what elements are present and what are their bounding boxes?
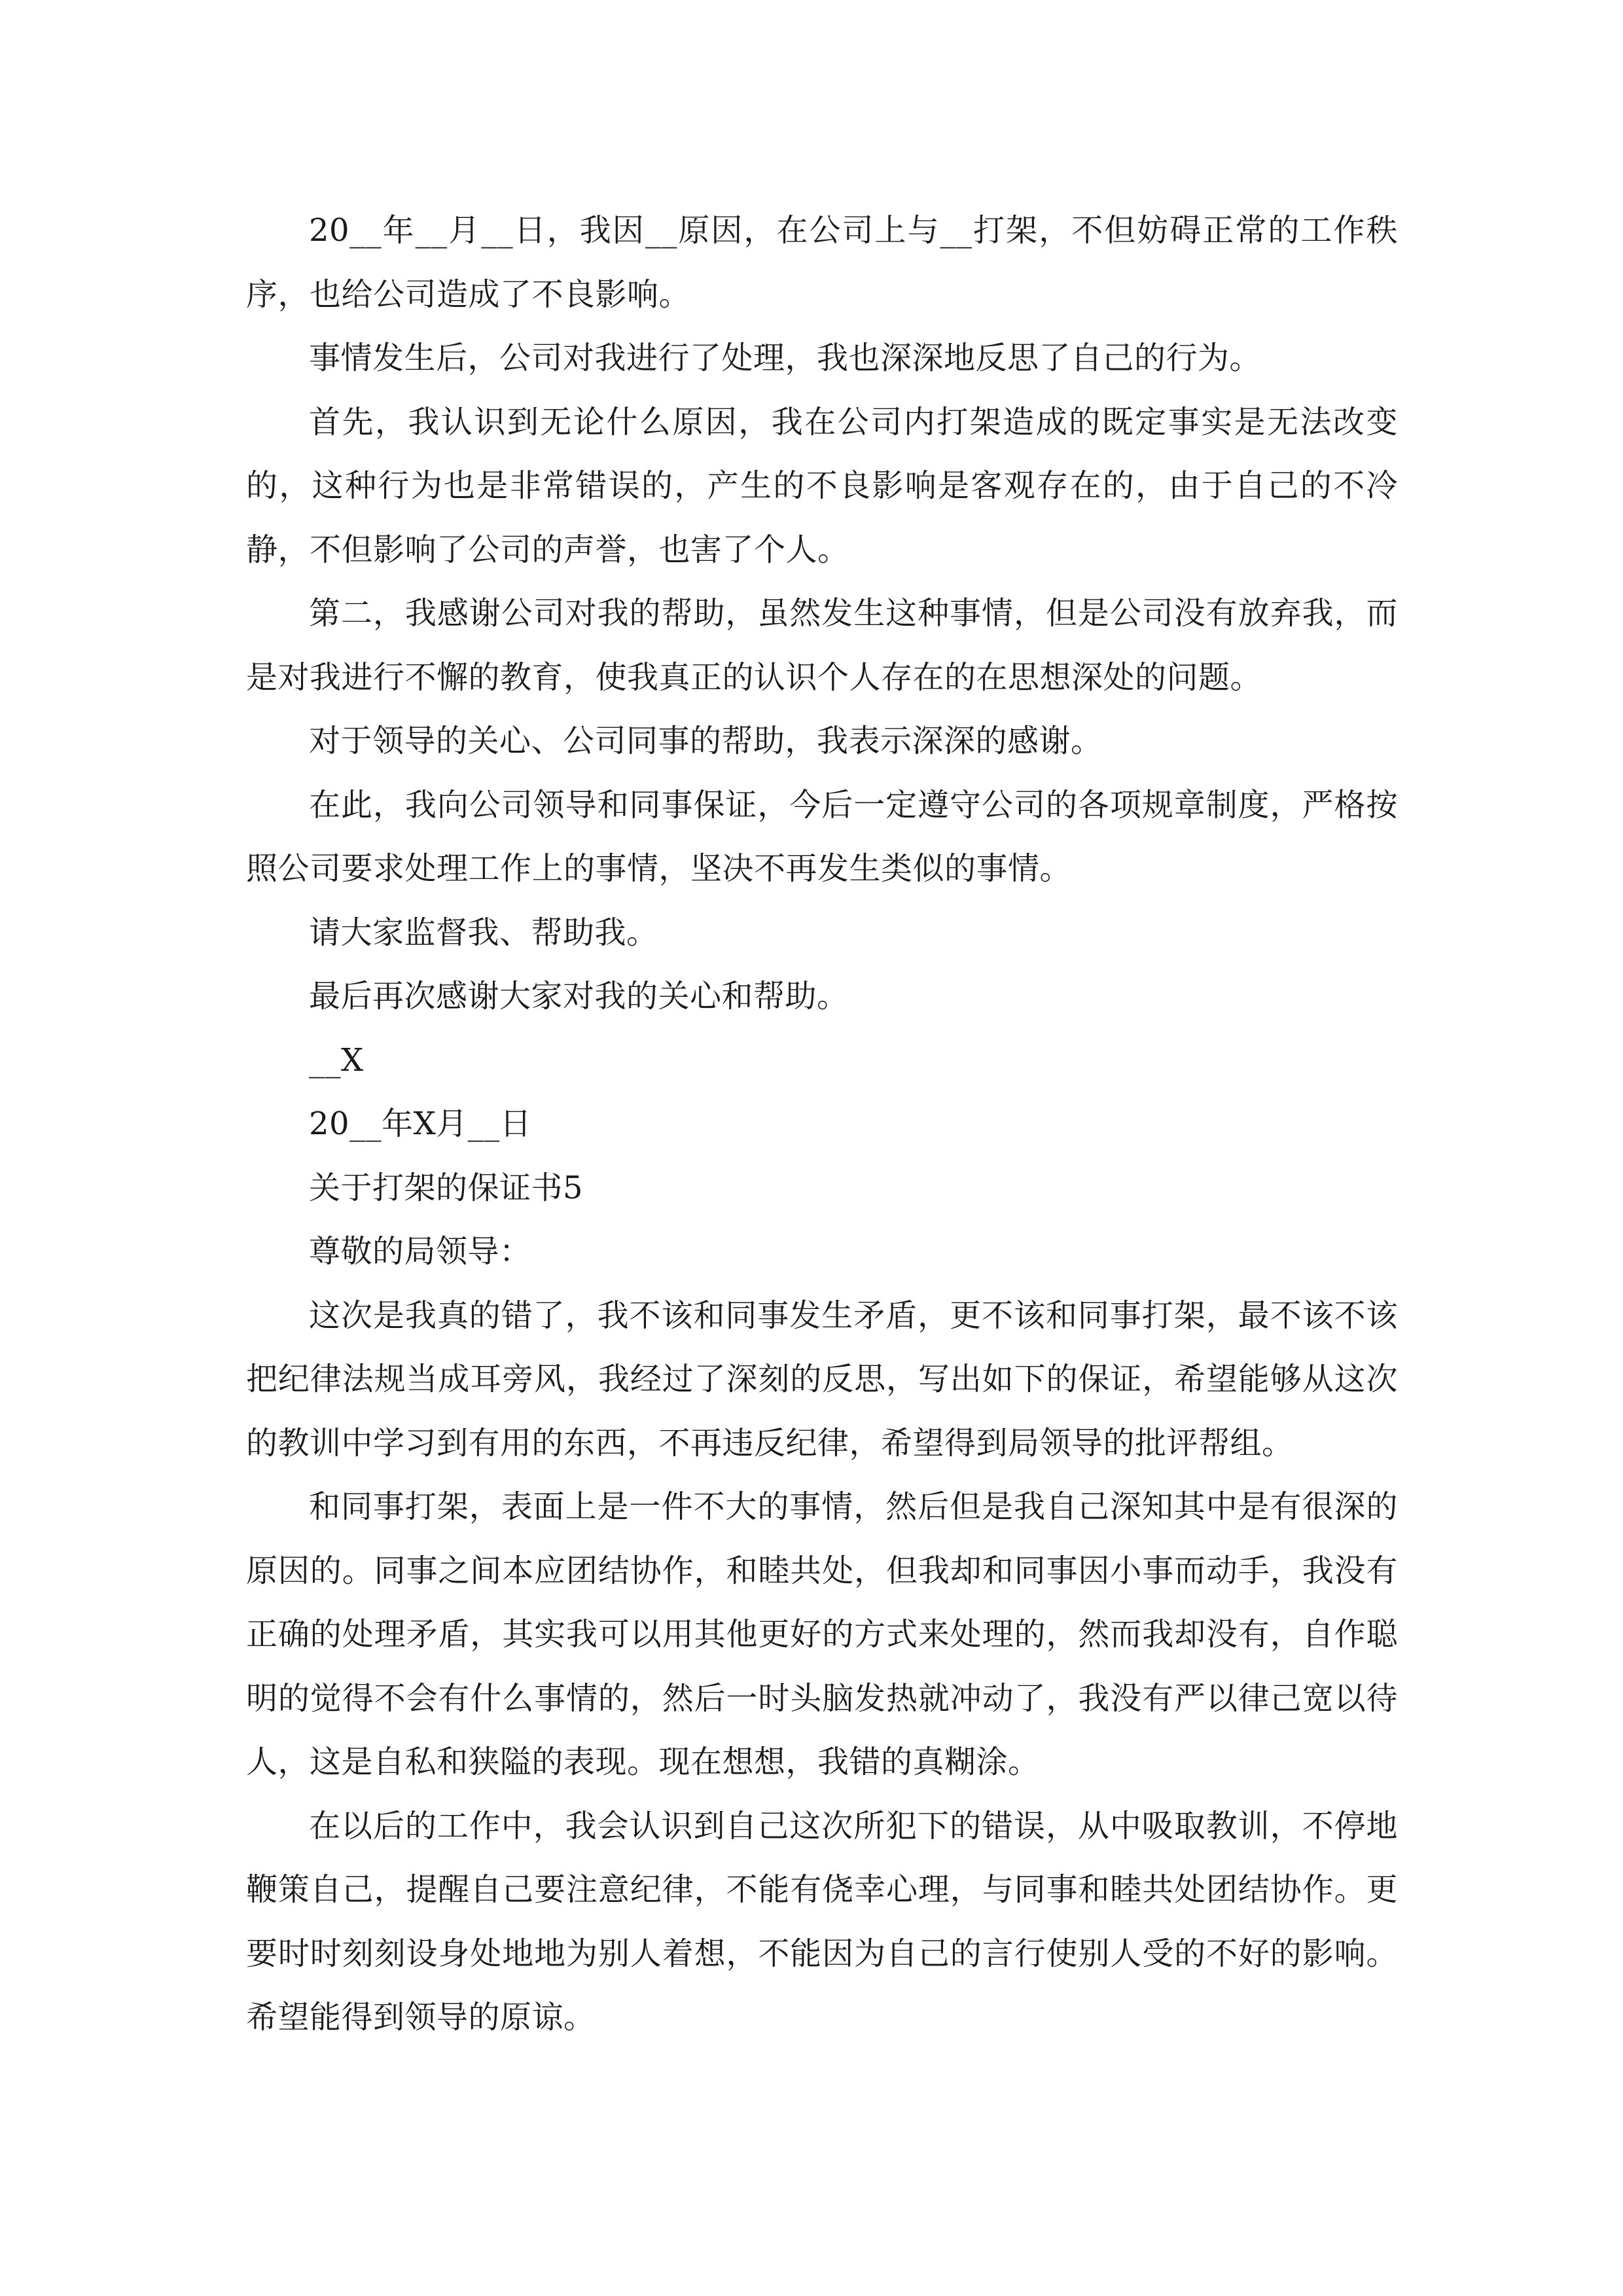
paragraph-second-point: 第二，我感谢公司对我的帮助，虽然发生这种事情，但是公司没有放弃我，而是对我进行不懈的教育，使我真正的认识个人存在的在思想深处的问题。: [246, 595, 1398, 696]
document-body: [246, 199, 1398, 2050]
paragraph-supervise: 请大家监督我、帮助我。: [309, 914, 658, 951]
paragraph-promise: 在此，我向公司领导和同事保证，今后一定遵守公司的各项规章制度，严格按照公司要求处理工作上的事情，坚决不再发生类似的事情。: [246, 786, 1398, 887]
paragraph-final-thanks: 最后再次感谢大家对我的关心和帮助。: [309, 978, 849, 1014]
paragraph-thanks: 对于领导的关心、公司同事的帮助，我表示深深的感谢。: [309, 723, 1103, 759]
paragraph-first-point: 首先，我认识到无论什么原因，我在公司内打架造成的既定事实是无法改变的，这种行为也是非常错误的，产生的不良影响是客观存在的，由于自己的不冷静，不但影响了公司的声誉，也害了个人。: [246, 403, 1398, 568]
paragraph-apology: 这次是我真的错了，我不该和同事发生矛盾，更不该和同事打架，最不该不该把纪律法规当成耳旁风，我经过了深刻的反思，写出如下的保证，希望能够从这次的教训中学习到有用的东西，不再违反纪律，希望得到局领导的批评帮组。: [246, 1297, 1398, 1462]
paragraph-reflection: 事情发生后，公司对我进行了处理，我也深深地反思了自己的行为。: [309, 340, 1262, 376]
paragraph-cause: 和同事打架，表面上是一件不大的事情，然后但是我自己深知其中是有很深的原因的。同事之间本应团结协作，和睦共处，但我却和同事因小事而动手，我没有正确的处理矛盾，其实我可以用其他更好的方式来处理的，然而我却没有，自作聪明的觉得不会有什么事情的，然后一时头脑发热就冲动了，我没有严以律己宽以待人，这是自私和狭隘的表现。现在想想，我错的真糊涂。: [246, 1488, 1398, 1780]
section-title: 关于打架的保证书5: [309, 1169, 584, 1206]
signature-date: 20__年X月__日: [309, 1105, 532, 1142]
signature-name: __X: [309, 1041, 364, 1079]
salutation: 尊敬的局领导：: [309, 1233, 531, 1270]
paragraph-future: 在以后的工作中，我会认识到自己这次所犯下的错误，从中吸取教训，不停地鞭策自己，提醒自己要注意纪律，不能有侥幸心理，与同事和睦共处团结协作。更要时时刻刻设身处地地为别人着想，不能因为自己的言行使别人受的不好的影响。希望能得到领导的原谅。: [246, 1807, 1398, 2036]
paragraph-incident: 20__年__月__日，我因__原因，在公司上与__打架，不但妨碍正常的工作秩序，也给公司造成了不良影响。: [246, 212, 1398, 313]
